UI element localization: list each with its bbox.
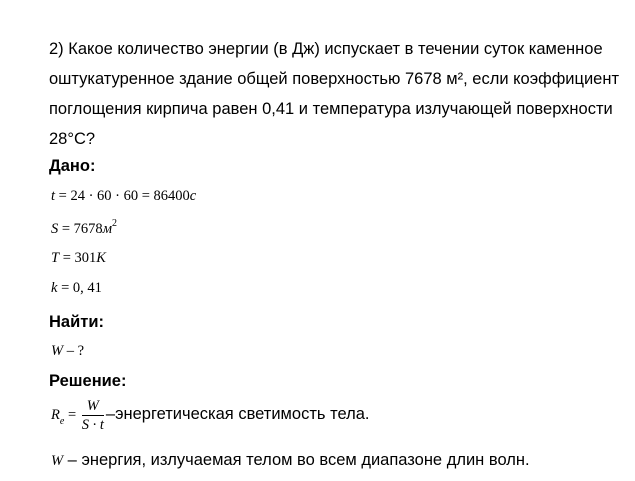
exitance-description: –энергетическая светимость тела. [105,404,370,423]
expr-k: = 0, 41 [57,280,102,296]
find-heading: Найти: [49,313,104,331]
var-T: T [51,250,60,266]
unit-s: м [102,220,112,237]
var-w: W [51,343,64,359]
formula-time [51,188,196,205]
problem-statement [49,34,620,154]
expr-s: = 7678 [58,220,103,237]
expr-T: = 301 [59,250,97,266]
unit-t: с [189,188,197,204]
problem-line: 28°С? [49,130,96,148]
problem-line: 2) Какое количество энергии (в Дж) испускает в течении суток каменное [49,40,603,58]
formula-exitance [51,398,369,433]
eq-sign: = [64,406,80,423]
problem-line: поглощения кирпича равен 0,41 и температура излучающей поверхности [49,100,613,118]
var-s: S [51,220,59,237]
sub-e: e [59,415,65,427]
fraction [82,398,104,433]
formula-area [51,219,117,238]
formula-energy [51,451,530,470]
expr-w: – ? [63,343,85,359]
formula-find [51,343,84,360]
expr-t: = 24 · 60 · 60 = 86400 [55,188,190,204]
fraction-denominator: S · t [81,417,104,433]
problem-line: оштукатуренное здание общей поверхностью 7678 м², если коэффициент [49,70,620,88]
var-k: k [51,280,58,296]
formula-temperature [51,250,106,267]
var-t: t [51,188,56,204]
var-r: R [51,406,60,423]
formula-coefficient [51,280,102,297]
given-heading: Дано: [49,157,96,175]
energy-description: – энергия, излучаемая телом во всем диапазоне длин волн. [63,451,530,469]
unit-T: K [96,250,106,266]
fraction-numerator: W [82,398,104,416]
solution-heading: Решение: [49,372,127,390]
exp-s: 2 [111,218,117,229]
var-w-energy: W [51,453,64,469]
